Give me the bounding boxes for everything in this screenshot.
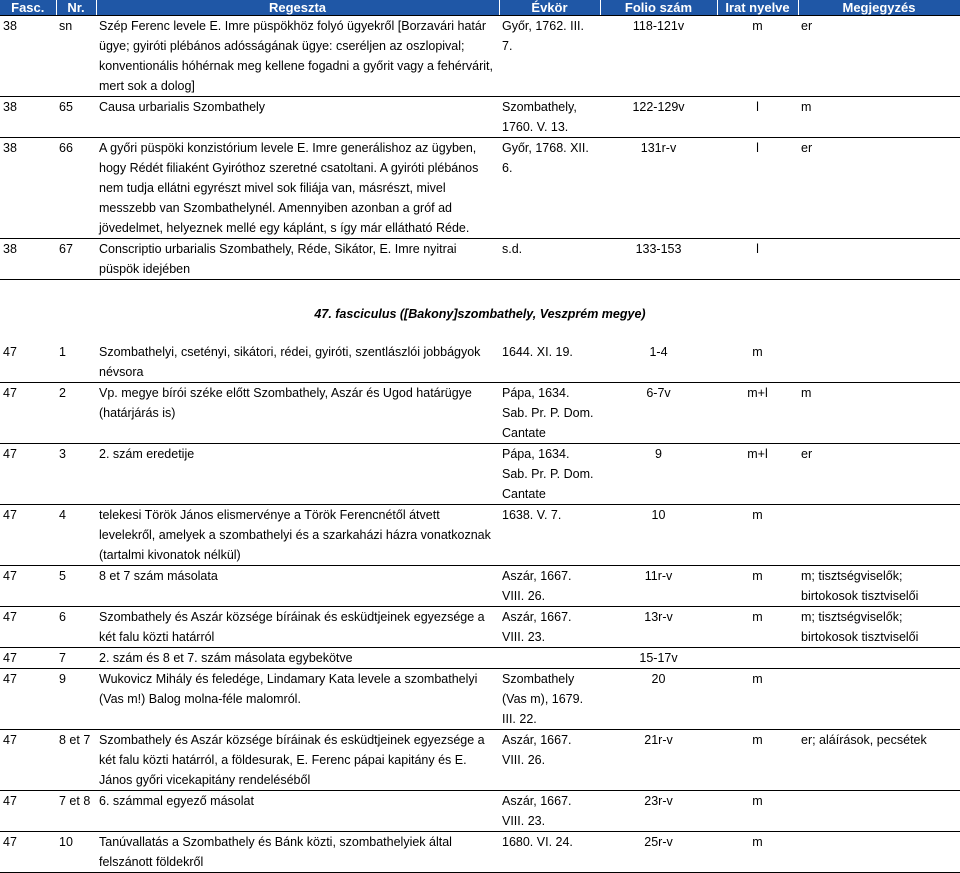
cell-fasc: 47	[0, 730, 56, 791]
cell-irat-nyelve: m+l	[717, 383, 798, 444]
cell-nr: 65	[56, 97, 96, 138]
cell-nr: 66	[56, 138, 96, 239]
cell-megjegyzes: er	[798, 444, 960, 505]
header-folio: Folio szám	[600, 0, 717, 16]
cell-nr: 1	[56, 342, 96, 383]
cell-regeszta: Conscriptio urbarialis Szombathely, Réde, Sikátor, E. Imre nyitrai püspök idejében	[96, 239, 499, 280]
header-row	[0, 0, 960, 16]
cell-megjegyzes	[798, 669, 960, 730]
table-row	[0, 383, 960, 444]
cell-regeszta: Szombathelyi, csetényi, sikátori, rédei, gyiróti, szentlászlói jobbágyok névsora	[96, 342, 499, 383]
cell-megjegyzes: er	[798, 138, 960, 239]
cell-regeszta: Causa urbarialis Szombathely	[96, 97, 499, 138]
cell-folio: 9	[600, 444, 717, 505]
cell-folio: 15-17v	[600, 648, 717, 669]
cell-irat-nyelve: m+l	[717, 444, 798, 505]
cell-fasc: 47	[0, 832, 56, 873]
cell-irat-nyelve: m	[717, 566, 798, 607]
header-evkor: Évkör	[499, 0, 600, 16]
table-row	[0, 832, 960, 873]
cell-regeszta: 6. számmal egyező másolat	[96, 791, 499, 832]
header-nr: Nr.	[56, 0, 96, 16]
cell-regeszta: Szombathely és Aszár községe bíráinak és esküdtjeinek egyezsége a két falu közti határról, a földesurak, E. Ferenc pápai kapitány és E. János győri vicekapitány rendeléséből	[96, 730, 499, 791]
cell-megjegyzes	[798, 832, 960, 873]
cell-evkor: Aszár, 1667. VIII. 23.	[499, 791, 600, 832]
cell-megjegyzes: m; tisztségviselők; birtokosok tisztviselői	[798, 607, 960, 648]
cell-folio: 6-7v	[600, 383, 717, 444]
cell-evkor: Aszár, 1667. VIII. 23.	[499, 607, 600, 648]
cell-fasc: 38	[0, 97, 56, 138]
cell-regeszta: 8 et 7 szám másolata	[96, 566, 499, 607]
cell-megjegyzes: er; aláírások, pecsétek	[798, 730, 960, 791]
cell-nr: 67	[56, 239, 96, 280]
cell-megjegyzes	[798, 239, 960, 280]
cell-megjegyzes	[798, 505, 960, 566]
cell-folio: 20	[600, 669, 717, 730]
header-megjegyzes: Megjegyzés	[798, 0, 960, 16]
cell-megjegyzes: m	[798, 383, 960, 444]
spacer-row	[0, 280, 960, 299]
cell-regeszta: A győri püspöki konzistórium levele E. Imre generálishoz az ügyben, hogy Rédét filiaként Gyiróthoz szeretné csatoltani. A gyiróti plébános nem tudja ellátni egyrészt mivel sok filiája van, másrészt, mivel messzebb van Szombathelynél. Amennyiben azonban a gróf ad jövedelmet, helyeznek mellé egy káplánt, s így már ellátható Réde.	[96, 138, 499, 239]
cell-regeszta: Vp. megye bírói széke előtt Szombathely, Aszár és Ugod határügye (határjárás is)	[96, 383, 499, 444]
cell-irat-nyelve: m	[717, 16, 798, 97]
cell-folio: 133-153	[600, 239, 717, 280]
cell-folio: 21r-v	[600, 730, 717, 791]
cell-fasc: 38	[0, 138, 56, 239]
cell-irat-nyelve: m	[717, 342, 798, 383]
cell-fasc: 47	[0, 648, 56, 669]
cell-irat-nyelve: l	[717, 239, 798, 280]
table-row	[0, 444, 960, 505]
table-row	[0, 16, 960, 97]
cell-nr: 4	[56, 505, 96, 566]
cell-evkor: s.d.	[499, 239, 600, 280]
table-row	[0, 791, 960, 832]
cell-evkor: Győr, 1762. III. 7.	[499, 16, 600, 97]
cell-nr: 6	[56, 607, 96, 648]
table-row	[0, 342, 960, 383]
cell-folio: 11r-v	[600, 566, 717, 607]
cell-fasc: 47	[0, 342, 56, 383]
table-row	[0, 669, 960, 730]
table-row	[0, 566, 960, 607]
cell-fasc: 47	[0, 791, 56, 832]
cell-regeszta: 2. szám és 8 et 7. szám másolata egybekötve	[96, 648, 499, 669]
cell-folio: 23r-v	[600, 791, 717, 832]
cell-fasc: 47	[0, 566, 56, 607]
cell-regeszta: Szép Ferenc levele E. Imre püspökhöz folyó ügyekről [Borzavári határ ügye; gyiróti plébános adósságának ügye: cseréljen az oszlopival; konventionális hóhérnak meg kellene fogadni a győrit vagy a fehérvárit, mert sok a dolog]	[96, 16, 499, 97]
header-irat-nyelve: Irat nyelve	[717, 0, 798, 16]
cell-evkor: Aszár, 1667. VIII. 26.	[499, 566, 600, 607]
section-title: 47. fasciculus ([Bakony]szombathely, Veszprém megye)	[314, 307, 646, 321]
table-row	[0, 239, 960, 280]
cell-nr: 5	[56, 566, 96, 607]
cell-evkor: Pápa, 1634. Sab. Pr. P. Dom. Cantate	[499, 383, 600, 444]
header-fasc: Fasc.	[0, 0, 56, 16]
cell-irat-nyelve: l	[717, 97, 798, 138]
cell-evkor: Győr, 1768. XII. 6.	[499, 138, 600, 239]
cell-megjegyzes	[798, 791, 960, 832]
cell-fasc: 47	[0, 383, 56, 444]
cell-evkor	[499, 648, 600, 669]
table-row	[0, 730, 960, 791]
cell-irat-nyelve: m	[717, 791, 798, 832]
cell-regeszta: Tanúvallatás a Szombathely és Bánk közti, szombathelyiek által felszánott földekről	[96, 832, 499, 873]
cell-fasc: 47	[0, 505, 56, 566]
cell-megjegyzes: m; tisztségviselők; birtokosok tisztviselői	[798, 566, 960, 607]
cell-regeszta: Szombathely és Aszár községe bíráinak és esküdtjeinek egyezsége a két falu közti határról	[96, 607, 499, 648]
cell-irat-nyelve: m	[717, 607, 798, 648]
cell-irat-nyelve	[717, 648, 798, 669]
cell-nr: sn	[56, 16, 96, 97]
cell-folio: 13r-v	[600, 607, 717, 648]
cell-irat-nyelve: m	[717, 505, 798, 566]
table-row	[0, 607, 960, 648]
table-row	[0, 97, 960, 138]
cell-fasc: 47	[0, 444, 56, 505]
header-regeszta: Regeszta	[96, 0, 499, 16]
cell-evkor: Szombathely (Vas m), 1679. III. 22.	[499, 669, 600, 730]
cell-regeszta: telekesi Török János elismervénye a Török Ferencnétől átvett levelekről, amelyek a szombathelyi és a szarkaházi házra vonatkoznak (tartalmi kivonatok nélkül)	[96, 505, 499, 566]
cell-nr: 8 et 7	[56, 730, 96, 791]
cell-nr: 2	[56, 383, 96, 444]
section-title-row	[0, 298, 960, 324]
cell-folio: 10	[600, 505, 717, 566]
cell-irat-nyelve: m	[717, 730, 798, 791]
cell-folio: 25r-v	[600, 832, 717, 873]
table-row	[0, 505, 960, 566]
cell-folio: 1-4	[600, 342, 717, 383]
cell-evkor: 1680. VI. 24.	[499, 832, 600, 873]
cell-evkor: 1638. V. 7.	[499, 505, 600, 566]
cell-evkor: Szombathely, 1760. V. 13.	[499, 97, 600, 138]
cell-megjegyzes: er	[798, 16, 960, 97]
spacer-row	[0, 324, 960, 342]
cell-nr: 9	[56, 669, 96, 730]
cell-fasc: 47	[0, 607, 56, 648]
cell-evkor: Pápa, 1634. Sab. Pr. P. Dom. Cantate	[499, 444, 600, 505]
cell-fasc: 38	[0, 16, 56, 97]
cell-nr: 7 et 8	[56, 791, 96, 832]
cell-folio: 131r-v	[600, 138, 717, 239]
cell-megjegyzes	[798, 648, 960, 669]
cell-regeszta: Wukovicz Mihály és feledége, Lindamary Kata levele a szombathelyi (Vas m!) Balog molna-féle malomról.	[96, 669, 499, 730]
cell-fasc: 38	[0, 239, 56, 280]
cell-folio: 122-129v	[600, 97, 717, 138]
cell-evkor: 1644. XI. 19.	[499, 342, 600, 383]
table-row	[0, 648, 960, 669]
cell-megjegyzes: m	[798, 97, 960, 138]
cell-irat-nyelve: m	[717, 669, 798, 730]
cell-fasc: 47	[0, 669, 56, 730]
cell-evkor: Aszár, 1667. VIII. 26.	[499, 730, 600, 791]
cell-irat-nyelve: m	[717, 832, 798, 873]
cell-folio: 118-121v	[600, 16, 717, 97]
cell-nr: 3	[56, 444, 96, 505]
cell-nr: 10	[56, 832, 96, 873]
cell-nr: 7	[56, 648, 96, 669]
cell-megjegyzes	[798, 342, 960, 383]
cell-regeszta: 2. szám eredetije	[96, 444, 499, 505]
table-row	[0, 138, 960, 239]
cell-irat-nyelve: l	[717, 138, 798, 239]
